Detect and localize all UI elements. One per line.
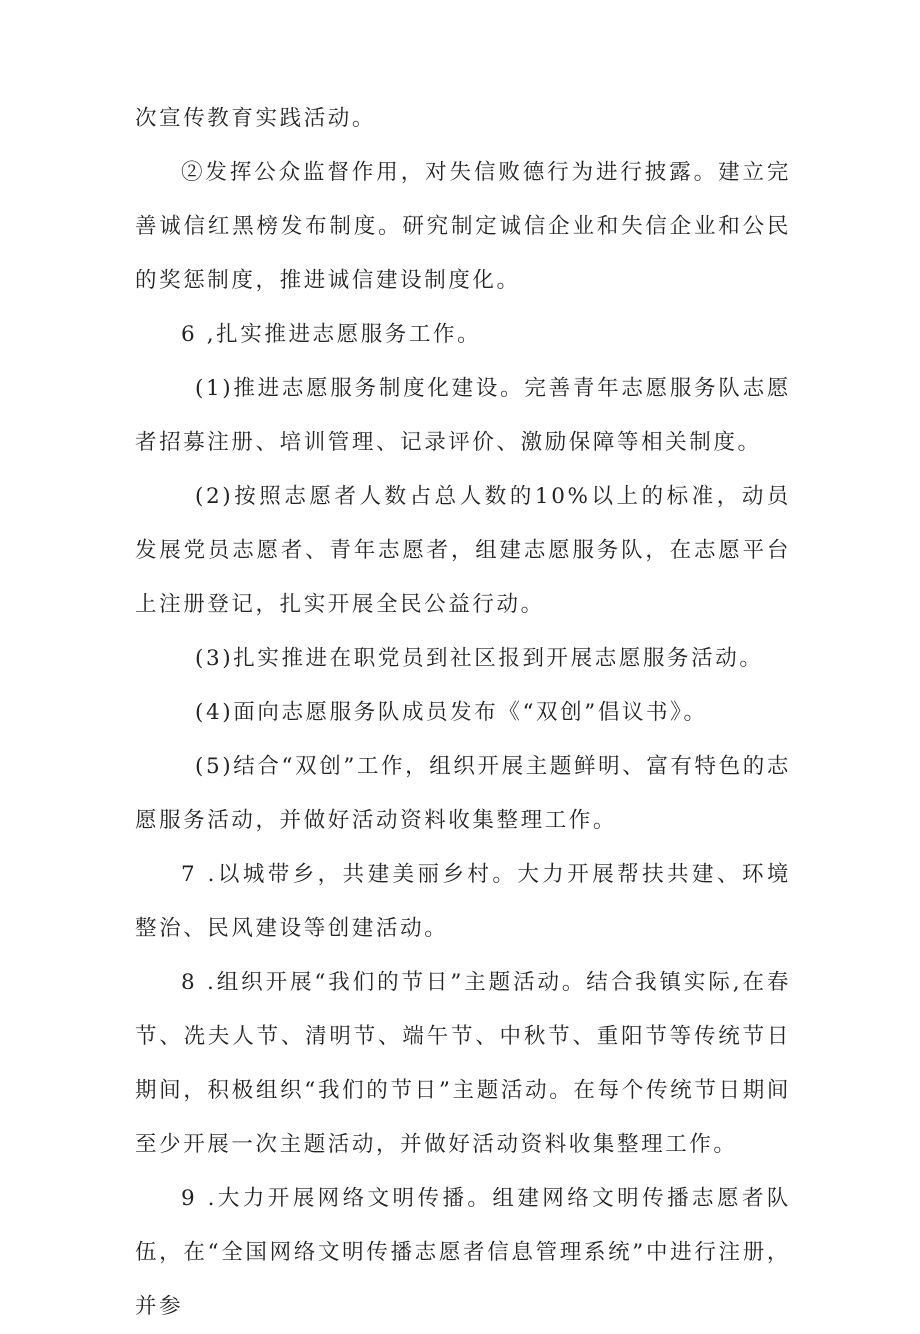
paragraph-continuation: 次宣传教育实践活动。 xyxy=(135,106,377,131)
paragraph-subitem-1: (1)推进志愿服务制度化建设。完善青年志愿服务队志愿者招募注册、培训管理、记录评价、激励保障等相关制度。 xyxy=(135,376,791,455)
document-body xyxy=(135,92,791,1334)
paragraph-section-8: 8 .组织开展“我们的节日”主题活动。结合我镇实际,在春节、冼夫人节、清明节、端午节、中秋节、重阳节等传统节日期间，积极组织“我们的节日”主题活动。在每个传统节日期间至少开展一次主题活动，并做好活动资料收集整理工作。 xyxy=(135,970,791,1157)
paragraph-section-9: 9 .大力开展网络文明传播。组建网络文明传播志愿者队伍，在“全国网络文明传播志愿者信息管理系统”中进行注册，并参 xyxy=(135,1186,791,1319)
paragraph-subitem-5: (5)结合“双创”工作，组织开展主题鲜明、富有特色的志愿服务活动，并做好活动资料收集整理工作。 xyxy=(135,754,791,833)
paragraph-section-6: 6 ,扎实推进志愿服务工作。 xyxy=(181,322,482,347)
paragraph-subitem-2: (2)按照志愿者人数占总人数的10%以上的标准，动员发展党员志愿者、青年志愿者，组建志愿服务队，在志愿平台上注册登记，扎实开展全民公益行动。 xyxy=(135,484,791,617)
paragraph-subitem-4: (4)面向志愿服务队成员发布《“双创”倡议书》。 xyxy=(195,700,708,725)
paragraph-item-2: ②发挥公众监督作用，对失信败德行为进行披露。建立完善诚信红黑榜发布制度。研究制定诚信企业和失信企业和公民的奖惩制度，推进诚信建设制度化。 xyxy=(135,160,791,293)
paragraph-subitem-3: (3)扎实推进在职党员到社区报到开展志愿服务活动。 xyxy=(195,646,764,671)
paragraph-section-7: 7 .以城带乡，共建美丽乡村。大力开展帮扶共建、环境整治、民风建设等创建活动。 xyxy=(135,862,791,941)
